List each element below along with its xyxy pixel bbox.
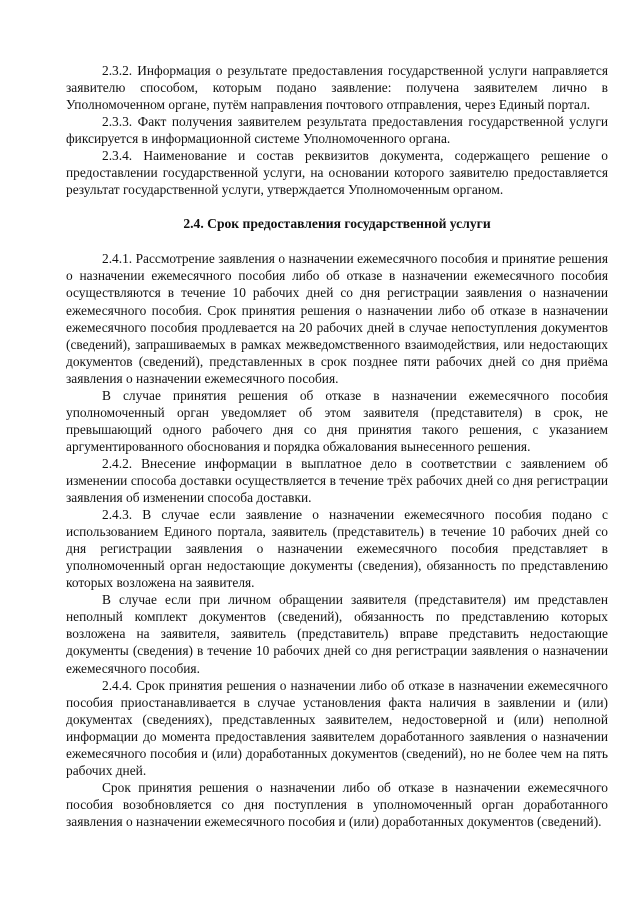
paragraph-2-3-3: 2.3.3. Факт получения заявителем результата предоставления государственной услуги фиксируется в информационной системе Уполномоченного органа. bbox=[66, 114, 608, 147]
section-heading-2-4: 2.4. Срок предоставления государственной услуги bbox=[183, 216, 491, 232]
paragraph-2-3-4: 2.3.4. Наименование и состав реквизитов документа, содержащего решение о предоставлении государственной услуги, на основании которого заявителю предоставляется результат государственной услуги, утверждается Уполномоченным органом. bbox=[66, 148, 608, 198]
paragraph-2-4-4: 2.4.4. Срок принятия решения о назначении либо об отказе в назначении ежемесячного пособия приостанавливается в случае установления факта наличия в заявлении и (или) документах (сведениях), представленных заявителем, недостоверной и (или) неполной информации до момента предоставления заявителем доработанного заявления о назначении ежемесячного пособия и (или) доработанных документов (сведений), но не более чем на пять рабочих дней. bbox=[66, 677, 608, 778]
paragraph-2-4-2: 2.4.2. Внесение информации в выплатное дело в соответствии с заявлением об изменении способа доставки осуществляется в течение трёх рабочих дней со дня регистрации заявления об изменении способа доставки. bbox=[66, 455, 608, 506]
paragraph-2-4-3: 2.4.3. В случае если заявление о назначении ежемесячного пособия подано с использованием Единого портала, заявитель (представитель) в течение 10 рабочих дней со дня регистрации заявления о назначении ежемесячного пособия представляет в уполномоченный орган недостающие документы (сведения), обязанность по представлению которых возложена на заявителя. bbox=[66, 507, 608, 591]
paragraph-2-4-3-personal: В случае если при личном обращении заявителя (представителя) им представлен неполный комплект документов (сведений), обязанность по представлению которых возложена на заявителя, заявитель (представитель) вправе представить недостающие документы (сведения) в течение 10 рабочих дней со дня регистрации заявления о назначении ежемесячного пособия. bbox=[66, 592, 608, 676]
paragraph-2-3-2: 2.3.2. Информация о результате предоставления государственной услуги направляется заявителю способом, которым подано заявление: получена заявителем лично в Уполномоченном органе, путём направления почтового отправления, через Единый портал. bbox=[66, 63, 608, 113]
paragraph-2-4-1: 2.4.1. Рассмотрение заявления о назначении ежемесячного пособия и принятие решения о назначении ежемесячного пособия либо об отказе в назначении ежемесячного пособия осуществляются в течение 10 рабочих дней со дня регистрации заявления о назначении ежемесячного пособия. Срок принятия решения о назначении либо об отказе в назначении ежемесячного пособия продлевается на 20 рабочих дней в случае непоступления документов (сведений), запрашиваемых в рамках межведомственного взаимодействия, или недостающих документов (сведений), представленных в срок позднее пяти рабочих дней со дня приёма заявления о назначении ежемесячного пособия. bbox=[66, 251, 608, 386]
document-page bbox=[66, 62, 608, 830]
paragraph-2-4-4-resume: Срок принятия решения о назначении либо об отказе в назначении ежемесячного пособия возобновляется со дня поступления в уполномоченный орган доработанного заявления о назначении ежемесячного пособия и (или) доработанных документов (сведений). bbox=[66, 779, 608, 829]
paragraph-2-4-1-refusal: В случае принятия решения об отказе в назначении ежемесячного пособия уполномоченный орган уведомляет об этом заявителя (представителя) в срок, не превышающий одного рабочего дня со дня принятия такого решения, с указанием аргументированного обоснования и порядка обжалования вынесенного решения. bbox=[66, 387, 608, 454]
